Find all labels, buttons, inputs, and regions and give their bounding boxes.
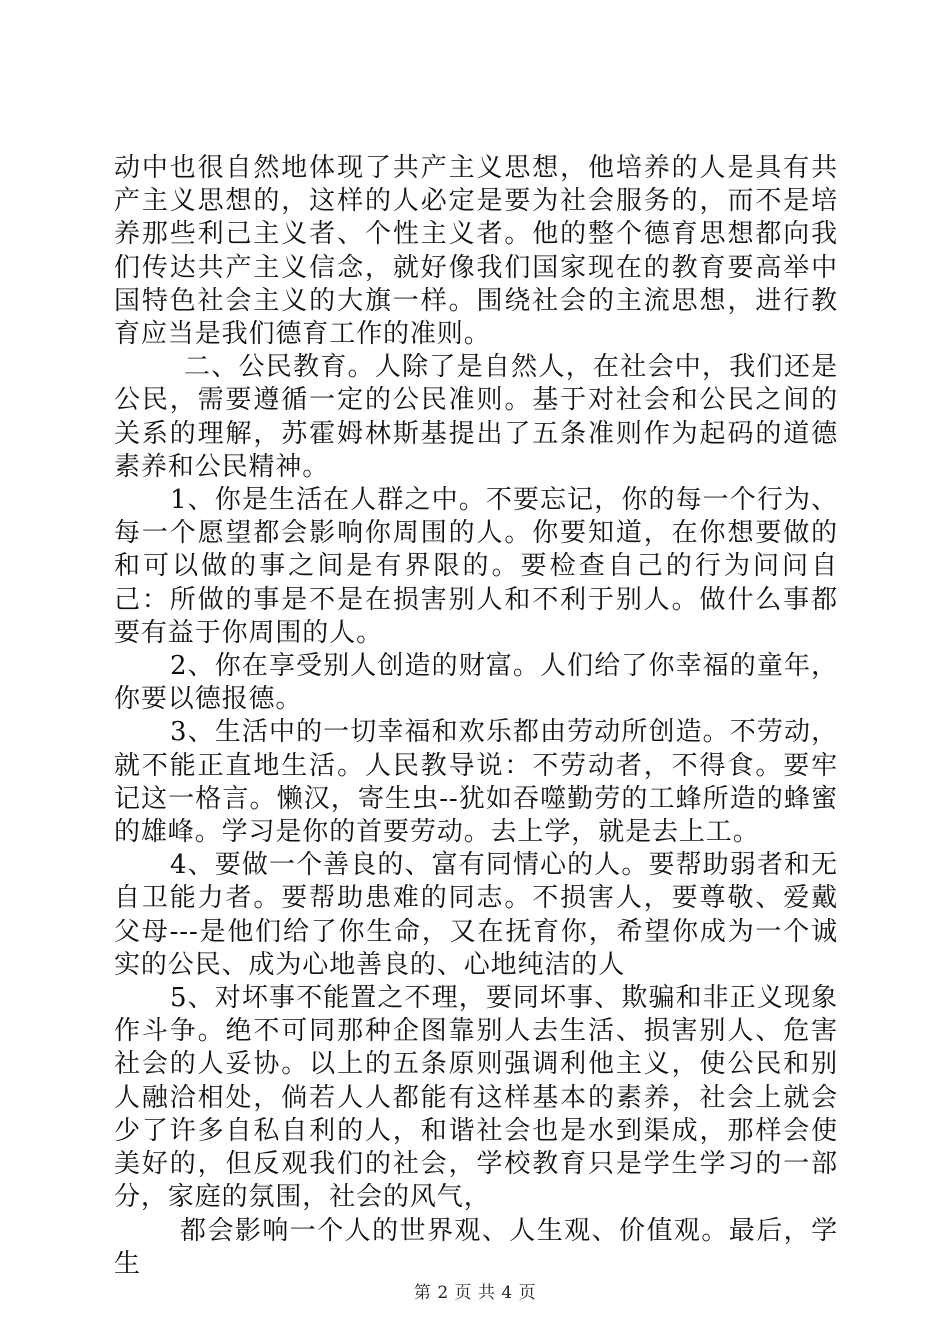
page-number-footer: 第 2 页 共 4 页: [413, 1283, 537, 1303]
paragraph-rule-1: 1、你是生活在人群之中。不要忘记，你的每一个行为、每一个愿望都会影响你周围的人。你要知道，在你想要做的和可以做的事之间是有界限的。要检查自己的行为问问自己：所做的事是不是在损害别人和不利于别人。做什么事都要有益于你周围的人。: [114, 485, 838, 648]
paragraph-continuation: 动中也很自然地体现了共产主义思想，他培养的人是具有共产主义思想的，这样的人必定是要为社会服务的，而不是培养那些利己主义者、个性主义者。他的整个德育思想都向我们传达共产主义信念，就好像我们国家现在的教育要高举中国特色社会主义的大旗一样。围绕社会的主流思想，进行教育应当是我们德育工作的准则。: [114, 153, 838, 350]
paragraph-rule-4: 4、要做一个善良的、富有同情心的人。要帮助弱者和无自卫能力者。要帮助患难的同志。不损害人，要尊敬、爱戴父母---是他们给了你生命，又在抚育你，希望你成为一个诚实的公民、成为心地善良的、心地纯洁的人: [114, 850, 838, 980]
paragraph-civic-education: 二、公民教育。人除了是自然人，在社会中，我们还是公民，需要遵循一定的公民准则。基于对社会和公民之间的关系的理解，苏霍姆林斯基提出了五条准则作为起码的道德素养和公民精神。: [114, 352, 838, 482]
paragraph-rule-3: 3、生活中的一切幸福和欢乐都由劳动所创造。不劳动，就不能正直地生活。人民教导说：不劳动者，不得食。要牢记这一格言。懒汉，寄生虫--犹如吞噬勤劳的工蜂所造的蜂蜜的雄峰。学习是你的首要劳动。去上学，就是去上工。: [114, 717, 838, 848]
paragraph-rule-2: 2、你在享受别人创造的财富。人们给了你幸福的童年，你要以德报德。: [114, 651, 838, 715]
paragraph-rule-5: 5、对坏事不能置之不理，要同坏事、欺骗和非正义现象作斗争。绝不可同那种企图靠别人去生活、损害别人、危害社会的人妥协。以上的五条原则强调利他主义，使公民和别人融洽相处，倘若人人都能有这样基本的素养，社会上就会少了许多自私自利的人，和谐社会也是水到渠成，那样会使美好的，但反观我们的社会，学校教育只是学生学习的一部分，家庭的氛围，社会的风气，: [114, 983, 838, 1213]
document-body: [114, 152, 838, 1281]
paragraph-closing: 都会影响一个人的世界观、人生观、价值观。最后，学生: [114, 1215, 838, 1279]
